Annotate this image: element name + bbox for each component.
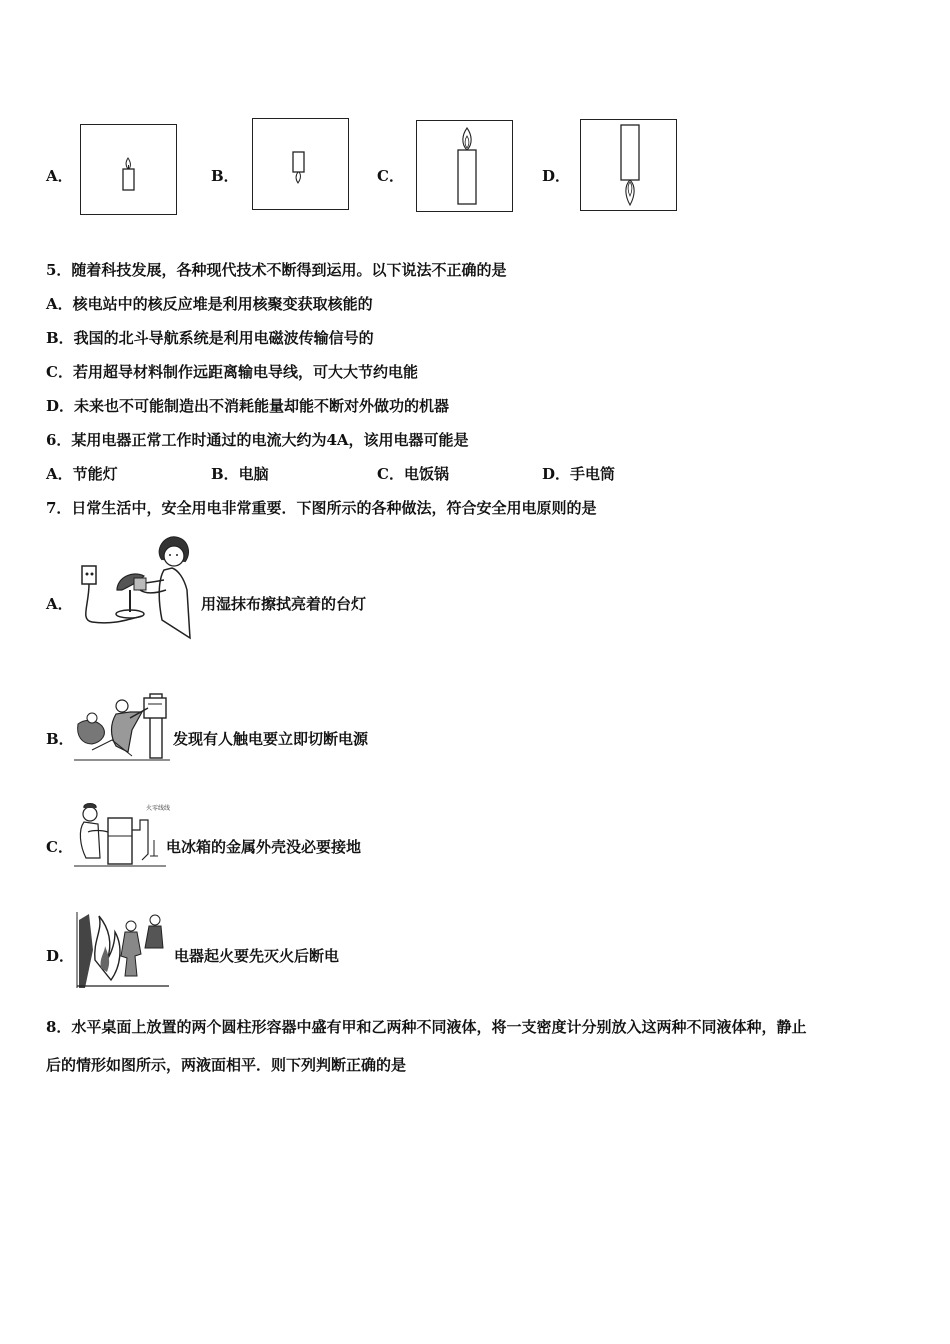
option-d: D．手电筒 <box>542 465 616 483</box>
fridge-grounding-illustration <box>72 800 171 870</box>
question-stem: 6．某用电器正常工作时通过的电流大约为4A，该用电器可能是 <box>46 431 469 449</box>
candle-figure-b <box>252 118 349 210</box>
small-candle-flame-down-icon <box>253 119 348 209</box>
question-stem: 5．随着科技发展，各种现代技术不断得到运用。以下说法不正确的是 <box>46 261 507 279</box>
option-d-text: 电器起火要先灭火后断电 <box>174 947 340 965</box>
electrical-fire-illustration <box>75 910 171 990</box>
option-label: A． <box>46 595 73 613</box>
option-b: B．电脑 <box>211 465 269 483</box>
option-a: A．核电站中的核反应堆是利用核聚变获取核能的 <box>46 295 373 313</box>
option-a-text: 用湿抹布擦拭亮着的台灯 <box>201 595 367 613</box>
candle-figure-c <box>416 120 513 212</box>
option-label: D． <box>542 167 571 185</box>
small-candle-flame-up-icon <box>81 125 176 214</box>
option-label: C． <box>46 838 73 856</box>
option-c: C．电饭锅 <box>377 465 449 483</box>
question-stem-line-2: 后的情形如图所示，两液面相平．则下列判断正确的是 <box>46 1056 407 1074</box>
option-b: B．我国的北斗导航系统是利用电磁波传输信号的 <box>46 329 374 347</box>
option-label: B． <box>46 730 74 748</box>
cutting-power-illustration <box>72 690 172 762</box>
option-d: D．未来也不可能制造出不消耗能量却能不断对外做功的机器 <box>46 397 450 415</box>
tall-candle-flame-down-icon <box>581 120 676 210</box>
option-label: C． <box>377 167 404 185</box>
option-a: A．节能灯 <box>46 465 118 483</box>
option-c-text: 电冰箱的金属外壳没必要接地 <box>166 838 362 856</box>
option-c: C．若用超导材料制作远距离输电导线，可大大节约电能 <box>46 363 418 381</box>
tall-candle-flame-up-icon <box>417 121 512 211</box>
option-label: B． <box>211 167 239 185</box>
live-neutral-wire-sign: 火零线线 <box>146 805 171 812</box>
question-stem-line-1: 8．水平桌面上放置的两个圆柱形容器中盛有甲和乙两种不同液体，将一支密度计分别放入这两种不同液体种，静止 <box>46 1018 807 1036</box>
candle-figure-a <box>80 124 177 215</box>
option-label: A． <box>46 167 73 185</box>
candle-figure-d <box>580 119 677 211</box>
wiping-lamp-illustration <box>72 530 200 642</box>
option-label: D． <box>46 947 75 965</box>
option-b-text: 发现有人触电要立即切断电源 <box>173 730 369 748</box>
question-stem: 7．日常生活中，安全用电非常重要．下图所示的各种做法，符合安全用电原则的是 <box>46 499 597 517</box>
